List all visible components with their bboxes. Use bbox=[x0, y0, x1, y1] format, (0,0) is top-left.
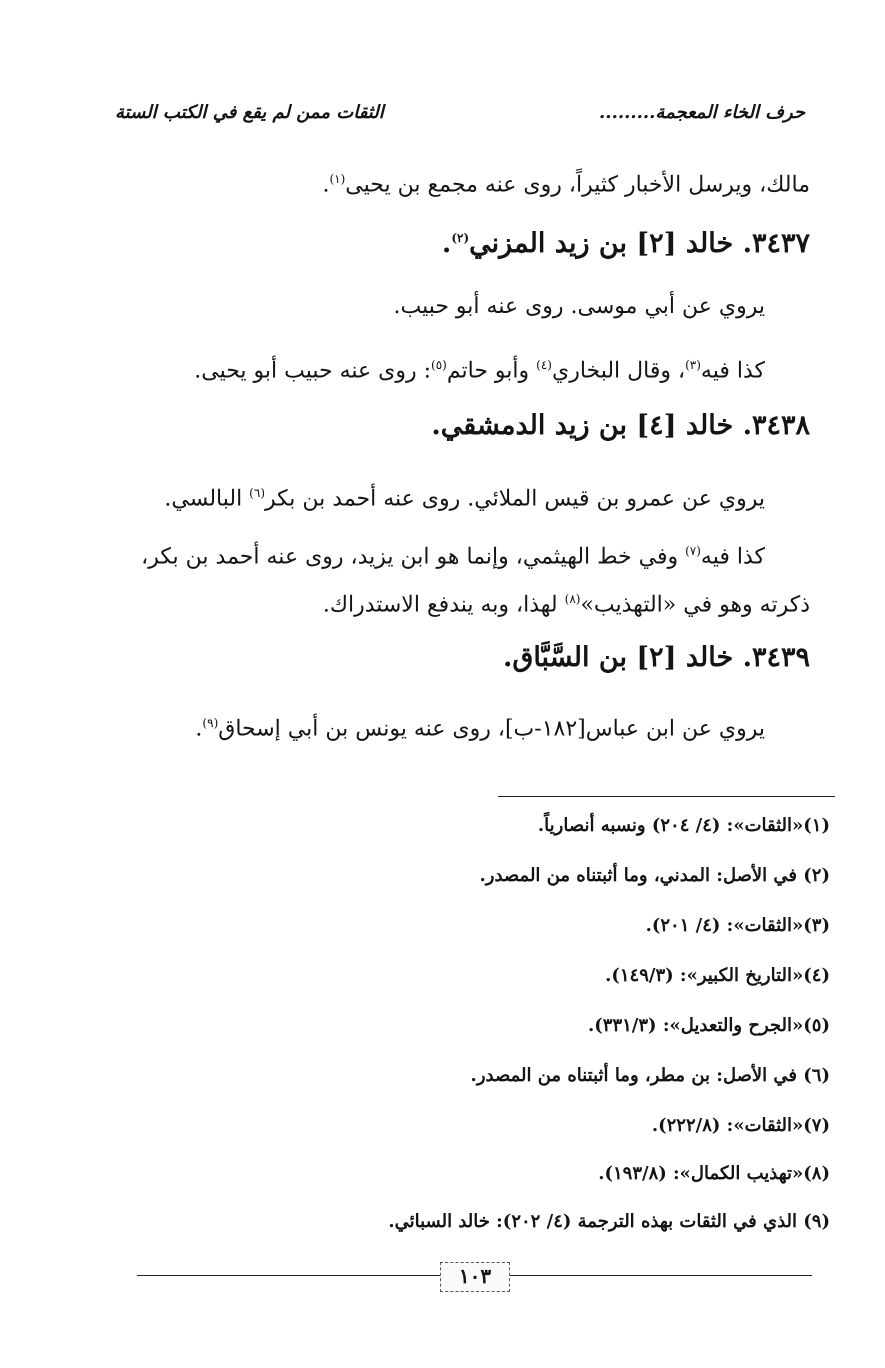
entry-title: ٣٤٣٨. خالد [٤] بن زيد الدمشقي. bbox=[431, 410, 810, 441]
footnote: (٧)«الثقات»: (٢٢٢/٨). bbox=[651, 1115, 830, 1136]
footer-rule-right bbox=[510, 1275, 812, 1276]
footnote-ref: (١) bbox=[329, 172, 346, 186]
text-line: كذا فيه$^{(٣)}$، وقال البخاري$^{(٤)}$ وأبو حاتم$^{(٥)}$: روى عنه حبيب أبو يحيى. bbox=[194, 358, 765, 384]
footnote: (٣)«الثقات»: (٤/ ٢٠١). bbox=[645, 915, 830, 936]
page-number: ١٠٣ bbox=[440, 1262, 510, 1292]
footnote-ref: (٦) bbox=[249, 486, 265, 500]
text-line: مالك، ويرسل الأخبار كثيراً، روى عنه مجمع بن يحيى$^{(١)}$. bbox=[322, 172, 810, 198]
footnote: (٤)«التاريخ الكبير»: (١٤٩/٣). bbox=[605, 965, 830, 986]
footnote: (٢) في الأصل: المدني، وما أثبتناه من المصدر. bbox=[479, 865, 830, 886]
text-line: يروي عن عمرو بن قيس الملائي. روى عنه أحمد بن بكر$^{(٦)}$ البالسي. bbox=[164, 486, 765, 512]
footnote: (١)«الثقات»: (٤/ ٢٠٤) ونسبه أنصارياً. bbox=[537, 815, 830, 836]
text-line: كذا فيه$^{(٧)}$ وفي خط الهيثمي، وإنما هو ابن يزيد، روى عنه أحمد بن بكر، bbox=[141, 544, 765, 570]
entry-title: ٣٤٣٩. خالد [٢] بن السَّبَّاق. bbox=[502, 642, 810, 673]
footnote-ref: (٢) bbox=[451, 231, 470, 245]
footnote: (٦) في الأصل: بن مطر، وما أثبتناه من المصدر. bbox=[470, 1065, 830, 1086]
header-chapter: حرف الخاء المعجمة......... bbox=[599, 102, 805, 123]
footnote: (٥)«الجرح والتعديل»: (٣٣١/٣). bbox=[588, 1015, 830, 1036]
footnote-ref: (٧) bbox=[685, 544, 701, 558]
footnote-separator bbox=[498, 796, 835, 797]
footnote: (٨)«تهذيب الكمال»: (١٩٣/٨). bbox=[598, 1163, 830, 1184]
footnote-ref: (٤) bbox=[536, 358, 552, 372]
text-line: يروي عن أبي موسى. روى عنه أبو حبيب. bbox=[393, 294, 765, 319]
text-line: ذكرته وهو في «التهذيب»$^{(٨)}$ لهذا، وبه يندفع الاستدراك. bbox=[322, 592, 810, 618]
header-book-title: الثقات ممن لم يقع في الكتب الستة bbox=[115, 102, 384, 123]
entry-title: ٣٤٣٧. خالد [٢] بن زيد المزني$^{(٢)}$. bbox=[441, 228, 810, 259]
footer-rule-left bbox=[137, 1275, 440, 1276]
footnote-ref: (٩) bbox=[202, 716, 219, 730]
text-line: يروي عن ابن عباس[١٨٢-ب]، روى عنه يونس بن أبي إسحاق$^{(٩)}$. bbox=[195, 716, 765, 742]
footnote-ref: (٨) bbox=[564, 592, 581, 606]
footnote-ref: (٣) bbox=[685, 358, 701, 372]
footnote-ref: (٥) bbox=[431, 358, 447, 372]
footnote: (٩) الذي في الثقات بهذه الترجمة (٤/ ٢٠٢): خالد السبائي. bbox=[388, 1211, 830, 1232]
